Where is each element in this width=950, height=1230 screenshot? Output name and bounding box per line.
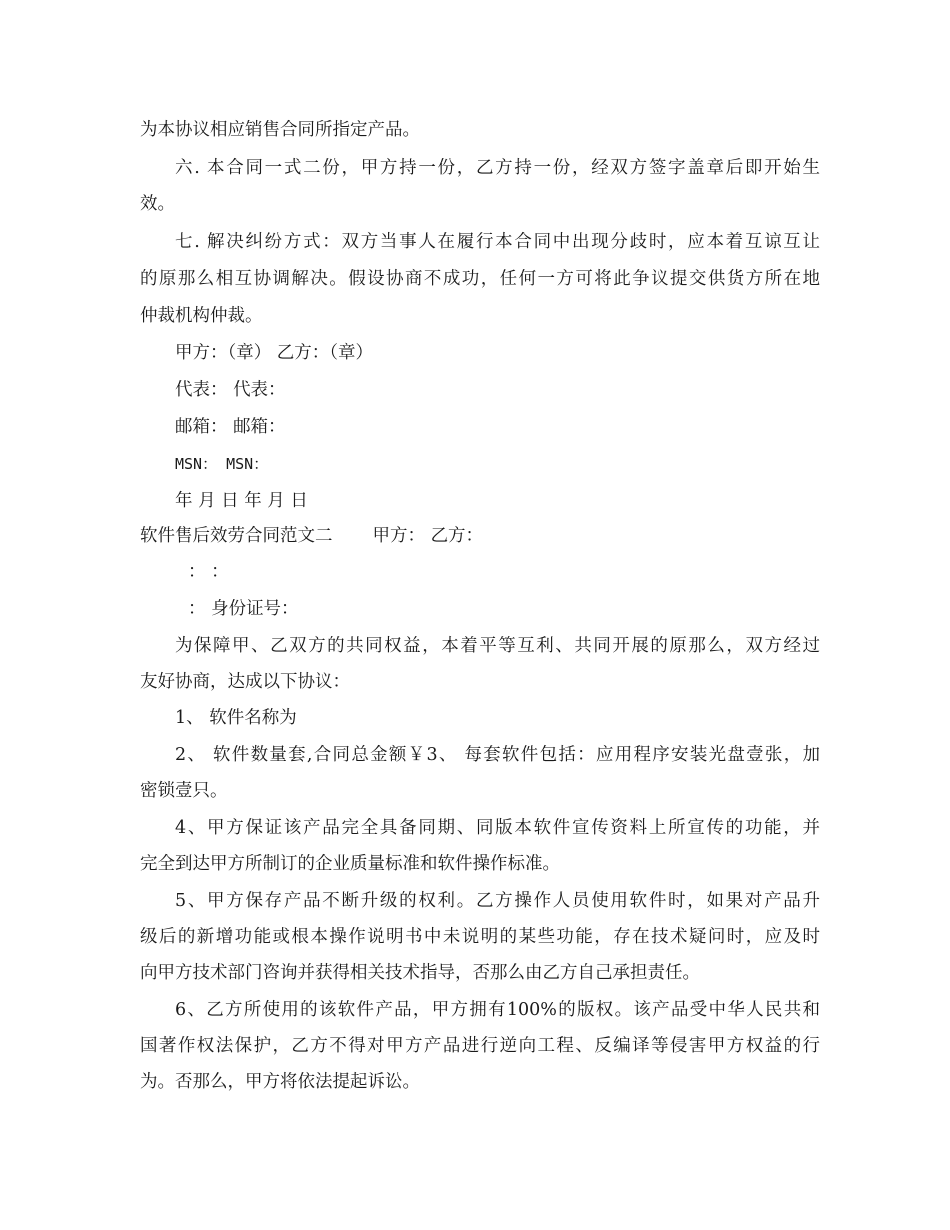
- clause-1-line: 1、 软件名称为: [175, 708, 297, 728]
- signature-seal-line: 甲方：（章） 乙方：（章）: [175, 343, 374, 363]
- paragraph-line: 为本协议相应销售合同所指定产品。: [140, 120, 420, 140]
- clause-6-line: 六. 本合同一式二份，甲方持一份，乙方持一份，经双方签字盖章后即开始生: [175, 158, 820, 178]
- clause-2-line: 2、 软件数量套,合同总金额￥3、 每套软件包括：应用程序安装光盘壹张，加: [175, 745, 820, 765]
- paragraph-line: 级后的新增功能或根本操作说明书中未说明的某些功能，存在技术疑问时，应及时: [140, 927, 820, 947]
- section-title: [140, 524, 520, 548]
- clause-5-line: 5、甲方保存产品不断升级的权利。乙方操作人员使用软件时，如果对产品升: [175, 891, 820, 911]
- signature-rep-line: 代表： 代表：: [175, 380, 286, 400]
- signature-msn-line: MSN： MSN：: [175, 455, 269, 473]
- paragraph-line: 完全到达甲方所制订的企业质量标准和软件操作标准。: [140, 854, 560, 874]
- blank-fields-line: ： ：: [188, 562, 229, 582]
- id-number-line: ： 身份证号：: [188, 599, 299, 619]
- clause-6b-line: 6、乙方所使用的该软件产品，甲方拥有100%的版权。该产品受中华人民共和: [175, 1000, 820, 1020]
- paragraph-line: 仲裁机构仲裁。: [140, 306, 263, 326]
- paragraph-line: 向甲方技术部门咨询并获得相关技术指导，否那么由乙方自己承担责任。: [140, 963, 700, 983]
- paragraph-line: 为。否那么，甲方将依法提起诉讼。: [140, 1072, 420, 1092]
- preamble-line: 为保障甲、乙双方的共同权益，本着平等互利、共同开展的原那么，双方经过: [175, 636, 820, 656]
- paragraph-line: 友好协商，达成以下协议：: [140, 672, 350, 692]
- clause-4-line: 4、甲方保证该产品完全具备同期、同版本软件宣传资料上所宣传的功能，并: [175, 818, 820, 838]
- section-title-text: 软件售后效劳合同范文二: [140, 526, 333, 546]
- clause-7-line: 七. 解决纠纷方式：双方当事人在履行本合同中出现分歧时，应本着互谅互让: [175, 232, 820, 252]
- signature-date-line: 年 月 日 年 月 日: [175, 491, 308, 511]
- party-header: 甲方： 乙方：: [372, 526, 484, 546]
- signature-email-line: 邮箱： 邮箱：: [175, 417, 286, 437]
- paragraph-line: 密锁壹只。: [140, 781, 228, 801]
- paragraph-line: 国著作权法保护，乙方不得对甲方产品进行逆向工程、反编译等侵害甲方权益的行: [140, 1036, 820, 1056]
- paragraph-line: 的原那么相互协调解决。假设协商不成功，任何一方可将此争议提交供货方所在地: [140, 269, 820, 289]
- paragraph-line: 效。: [140, 194, 175, 214]
